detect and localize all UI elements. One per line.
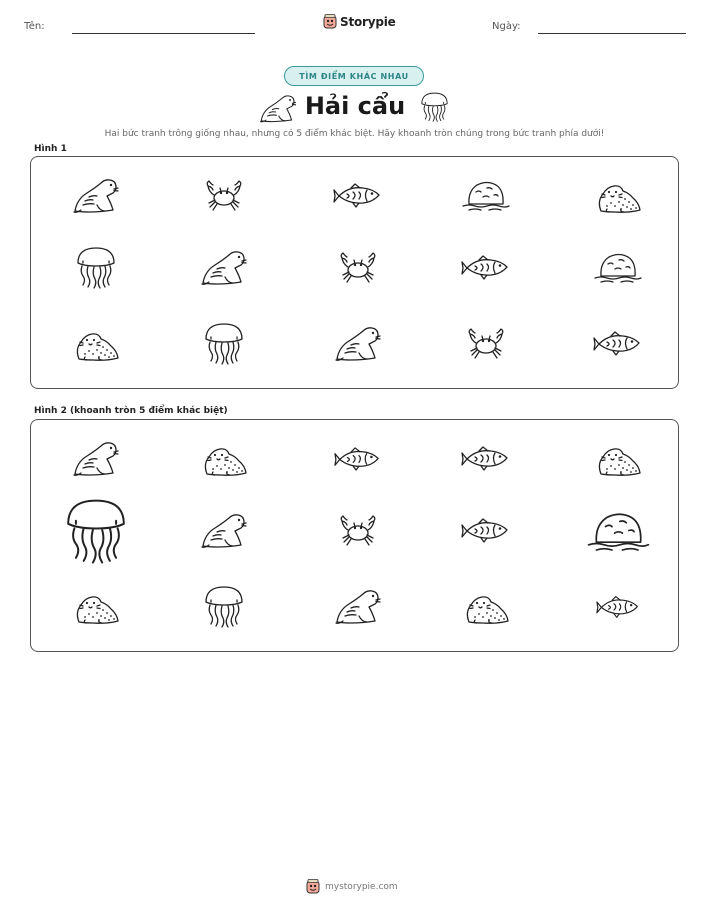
seal-icon <box>199 247 249 287</box>
rock-icon <box>593 249 643 285</box>
picture2-frame[interactable] <box>30 419 679 652</box>
brand-name: Storypie <box>340 15 396 29</box>
crab-icon <box>463 324 509 362</box>
fish-icon[interactable] <box>596 593 641 620</box>
rock-icon[interactable] <box>586 507 651 554</box>
seal-icon <box>71 175 121 215</box>
title-jellyfish-icon <box>419 91 447 121</box>
spotted-seal-icon <box>71 323 121 363</box>
activity-badge: TÌM ĐIỂM KHÁC NHAU <box>284 66 424 86</box>
spotted-seal-icon[interactable] <box>461 586 511 626</box>
fish-icon <box>593 328 643 358</box>
crab-icon <box>335 248 381 286</box>
picture1-label: Hình 1 <box>34 144 67 154</box>
spotted-seal-icon[interactable] <box>593 438 643 478</box>
jellyfish-icon[interactable] <box>62 496 130 564</box>
date-label: Ngày: <box>492 21 521 32</box>
fish-icon <box>333 180 383 210</box>
jellyfish-icon <box>74 245 118 289</box>
footer-site[interactable]: mystorypie.com <box>325 882 398 892</box>
picture2-label: Hình 2 (khoanh tròn 5 điểm khác biệt) <box>34 406 228 416</box>
instructions: Hai bức tranh trông giống nhau, nhưng có 5 điểm khác biệt. Hãy khoanh tròn chúng trong bức tranh phía dưới! <box>104 129 605 139</box>
jellyfish-icon <box>202 321 246 365</box>
spotted-seal-icon[interactable] <box>71 586 121 626</box>
seal-icon[interactable] <box>333 586 383 626</box>
picture1-frame <box>30 156 679 389</box>
page-title: Hải cẩu <box>304 92 406 120</box>
title-seal-icon <box>258 92 290 120</box>
date-line[interactable] <box>538 33 686 34</box>
seal-icon[interactable] <box>71 438 121 478</box>
spotted-seal-icon[interactable] <box>199 438 249 478</box>
fish-icon <box>461 252 511 282</box>
rock-icon <box>461 177 511 213</box>
crab-icon <box>201 176 247 214</box>
crab-icon[interactable] <box>335 511 381 549</box>
name-line[interactable] <box>72 33 255 34</box>
fish-icon[interactable] <box>461 443 511 473</box>
fish-icon[interactable] <box>461 515 511 545</box>
name-label: Tên: <box>24 21 45 32</box>
footer <box>306 879 398 895</box>
seal-icon <box>333 323 383 363</box>
storypie-mascot-icon <box>306 879 320 895</box>
seal-icon[interactable] <box>199 510 249 550</box>
spotted-seal-icon <box>593 175 643 215</box>
jellyfish-icon[interactable] <box>202 584 246 628</box>
storypie-mascot-icon <box>323 14 337 30</box>
fish-icon[interactable] <box>334 444 382 473</box>
brand-logo <box>323 14 396 30</box>
